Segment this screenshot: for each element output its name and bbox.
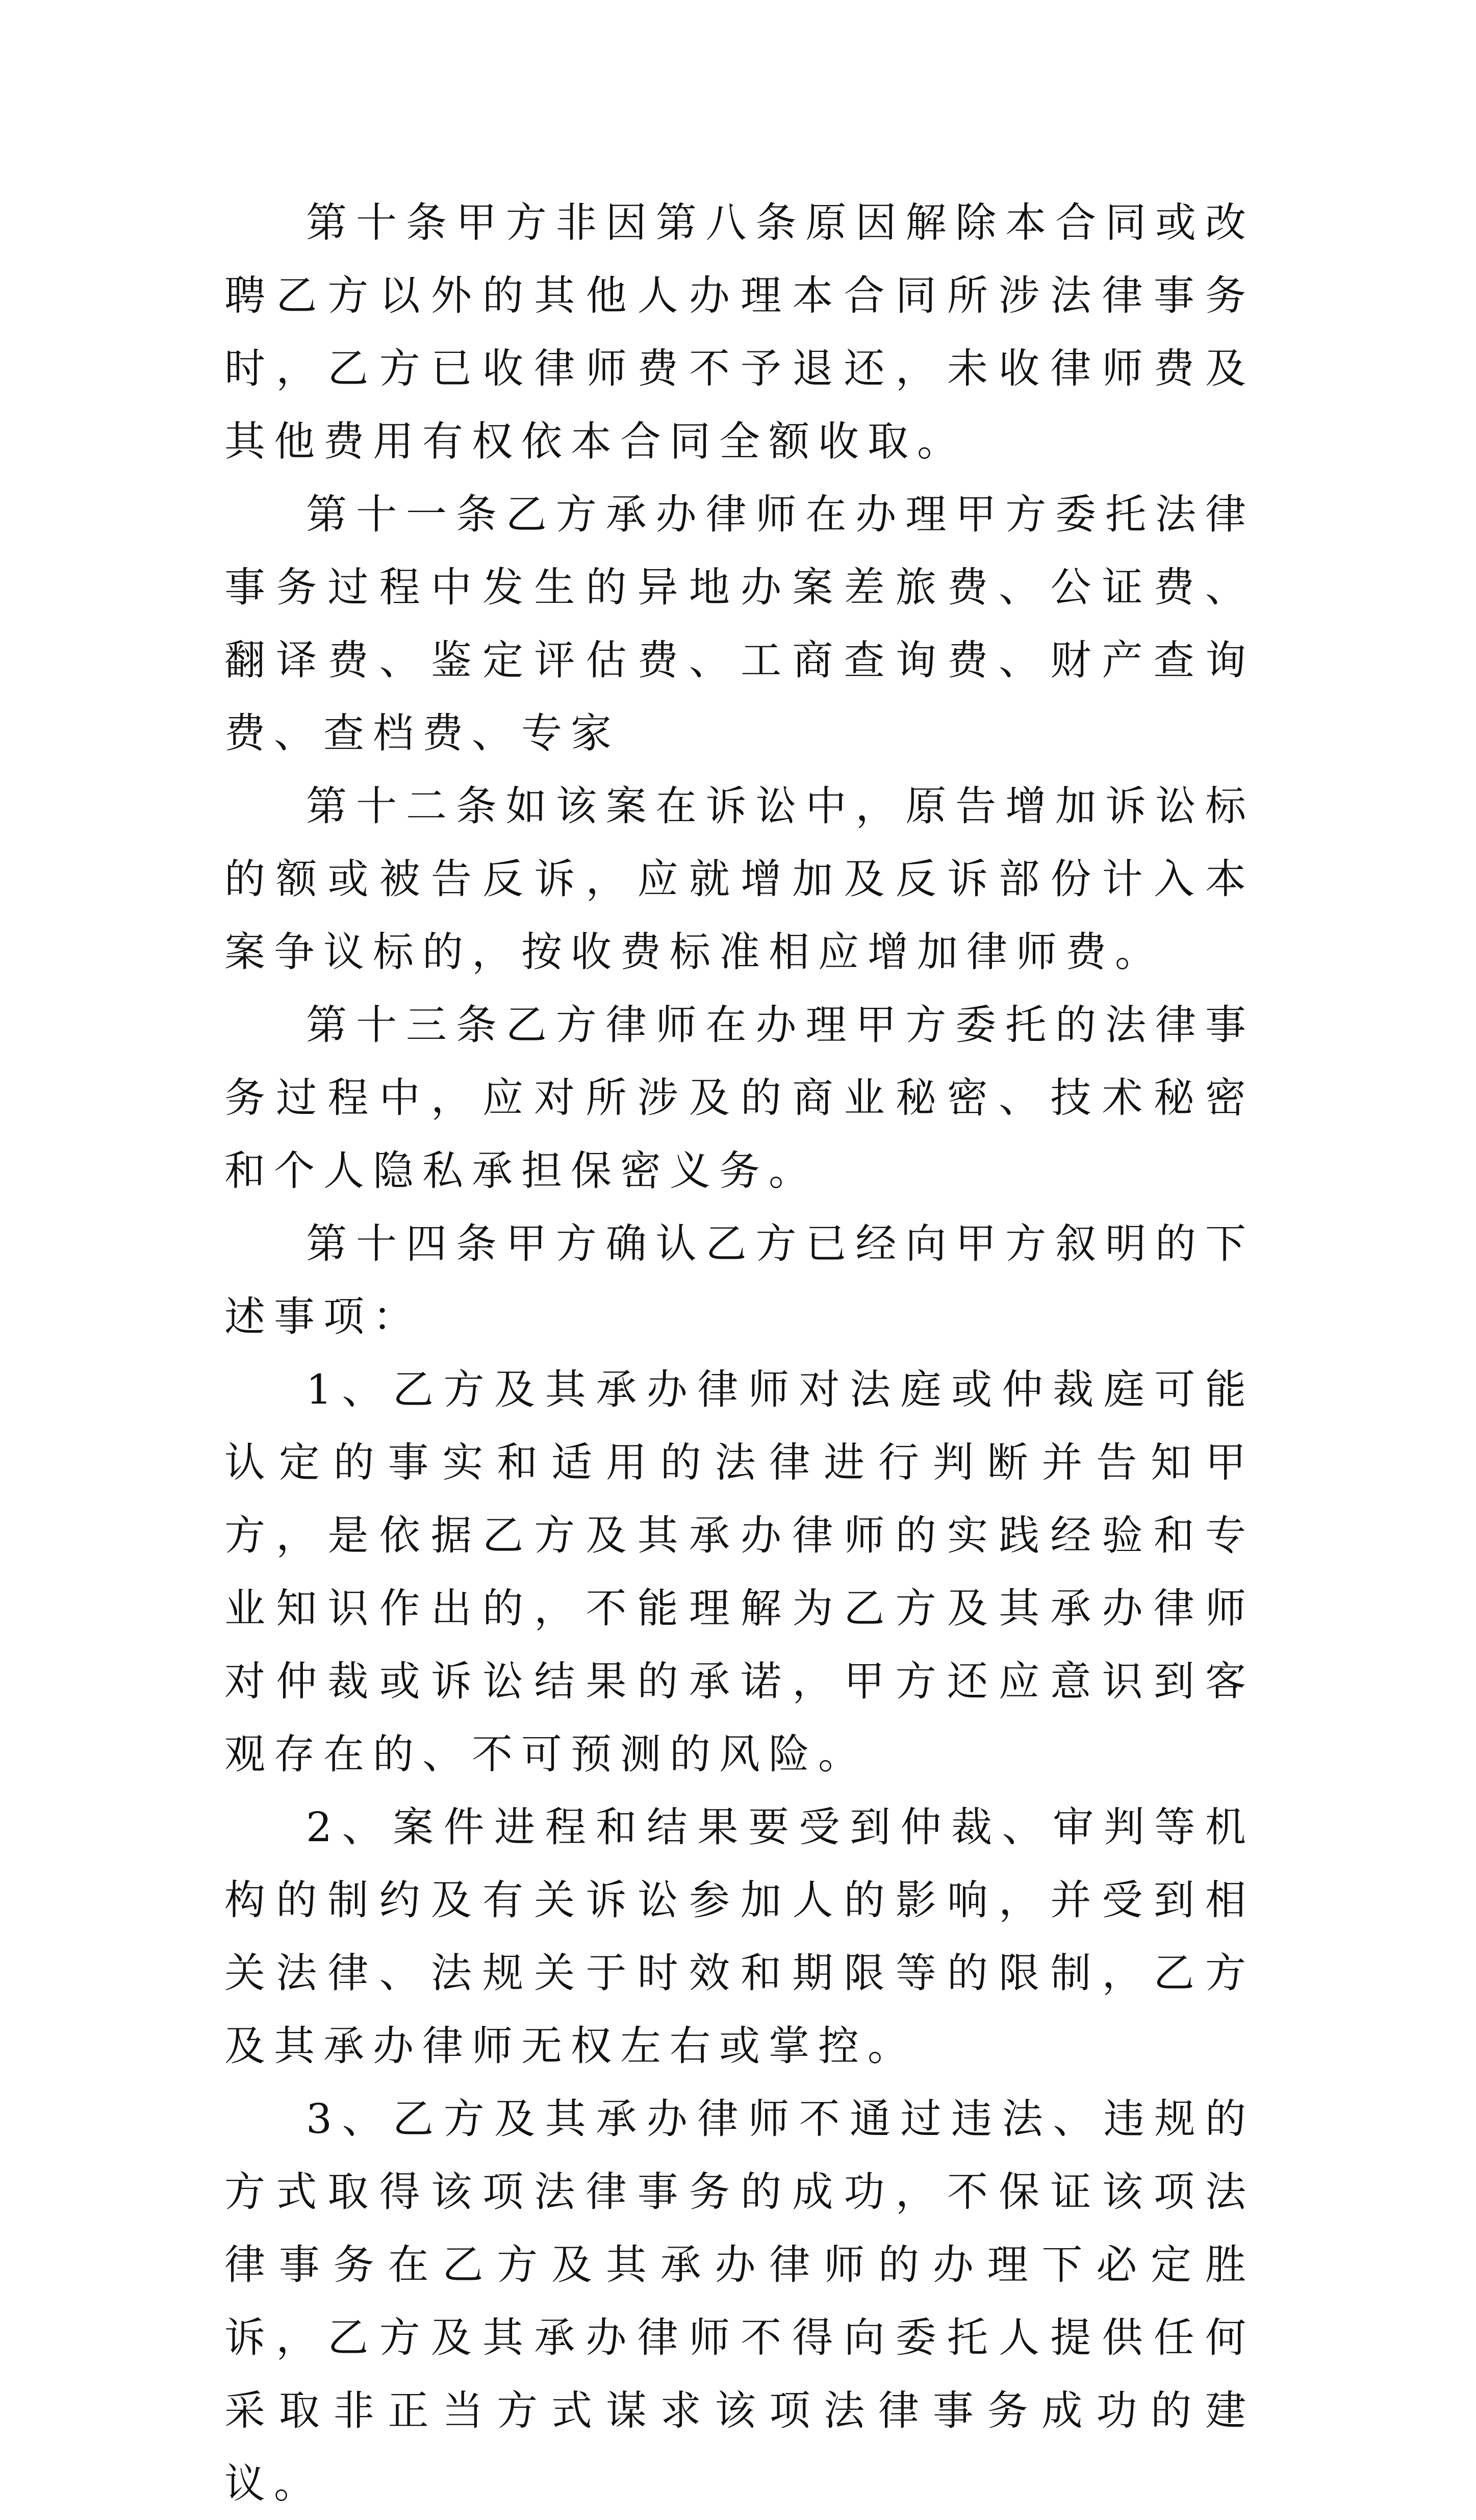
document-body xyxy=(224,186,1255,2520)
paragraph-article-13: 第十三条乙方律师在办理甲方委托的法律事务过程中，应对所涉及的商业秘密、技术秘密和个人隐私承担保密义务。 xyxy=(224,1001,1255,1194)
paragraph-article-12: 第十二条如该案在诉讼中，原告增加诉讼标的额或被告反诉，应就增加及反诉部份计入本案争议标的，按收费标准相应增加律师费。 xyxy=(224,782,1255,976)
paragraph-item-3: 3、乙方及其承办律师不通过违法、违规的方式取得该项法律事务的成功，不保证该项法律事务在乙方及其承办律师的办理下必定胜诉，乙方及其承办律师不得向委托人提供任何采取非正当方式谋求该项法律事务成功的建议。 xyxy=(224,2095,1255,2507)
paragraph-item-1: 1、乙方及其承办律师对法庭或仲裁庭可能认定的事实和适用的法律进行判断并告知甲方，是依据乙方及其承办律师的实践经验和专业知识作出的，不能理解为乙方及其承办律师对仲裁或诉讼结果的承诺，甲方还应意识到客观存在的、不可预测的风险。 xyxy=(224,1366,1255,1778)
paragraph-article-10: 第十条甲方非因第八条原因解除本合同或改聘乙方以外的其他人办理本合同所涉法律事务时，乙方已收律师费不予退还，未收律师费及其他费用有权依本合同全额收取。 xyxy=(224,199,1255,465)
paragraph-article-11: 第十一条乙方承办律师在办理甲方委托法律事务过程中发生的异地办案差旅费、公证费、翻译费、鉴定评估费、工商查询费、财产查询费、查档费、专家 xyxy=(224,491,1255,757)
paragraph-item-2: 2、案件进程和结果要受到仲裁、审判等机构的制约及有关诉讼参加人的影响，并受到相关法律、法规关于时效和期限等的限制，乙方及其承办律师无权左右或掌控。 xyxy=(224,1803,1255,2070)
paragraph-article-14: 第十四条甲方确认乙方已经向甲方叙明的下述事项： xyxy=(224,1220,1255,1340)
